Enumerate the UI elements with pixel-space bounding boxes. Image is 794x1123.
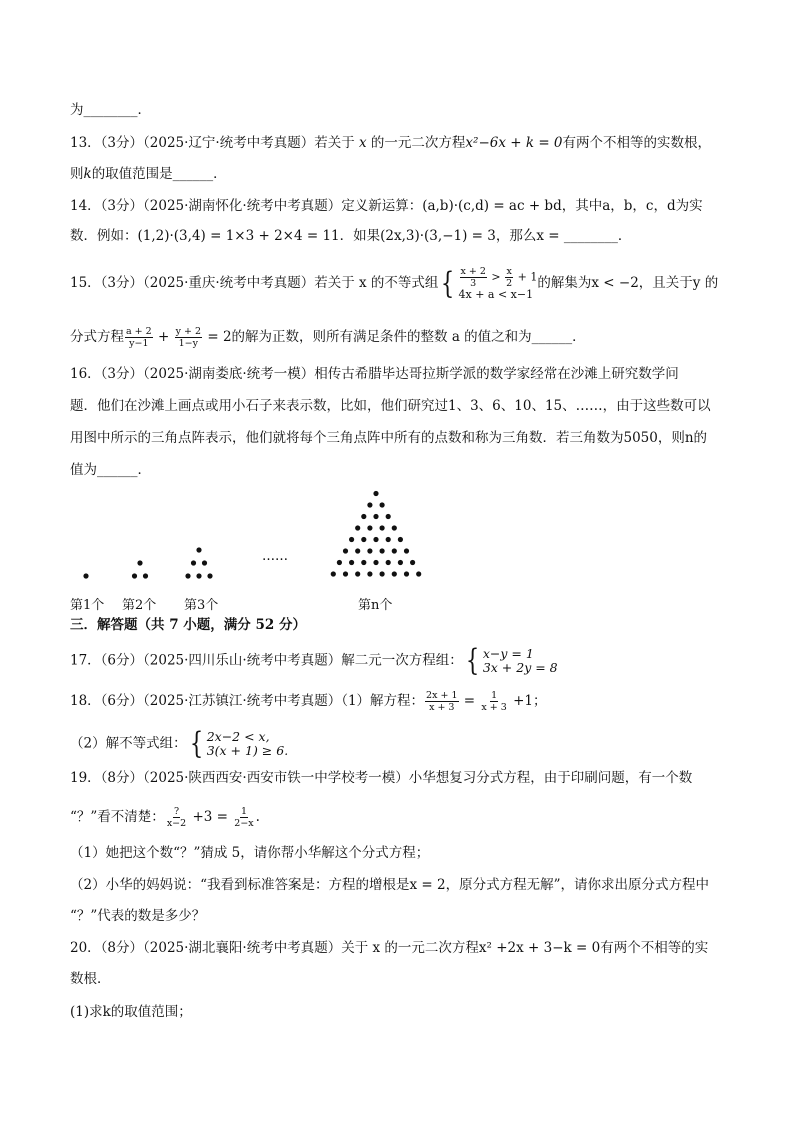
- triangle-n-dot: [386, 514, 391, 519]
- triangle-n-dot: [349, 537, 354, 542]
- question-14: 14．（3分）（2025·湖南怀化·统考中考真题）定义新运算：(a,b)·(c,d) = ac + bd，其中a，b，c，d为实: [70, 198, 703, 214]
- triangle-n-dot: [380, 502, 385, 507]
- section-3-heading: 三．解答题（共 7 小题，满分 52 分）: [70, 617, 306, 633]
- question-15-line2: 分式方程 $\frac{a + 2}{y-1}$ + $\frac{y + 2}{1-y}$ = 2的解为正数，则所有满足条件的整数 a 的值之和为______．: [70, 326, 586, 349]
- triangle-n-dot: [373, 560, 378, 565]
- triangle-n-dot: [416, 571, 421, 576]
- triangle-n-dot: [367, 548, 372, 553]
- triangle-n-dot: [392, 571, 397, 576]
- figure-ellipsis: ……: [262, 549, 288, 564]
- triangle-n-dot: [367, 571, 372, 576]
- caption-2: 第2个: [122, 598, 157, 613]
- question-20-line2: 数根．: [70, 971, 111, 987]
- triangle-n-dot: [355, 548, 360, 553]
- triangle-n-dot: [367, 525, 372, 530]
- question-19-part2: （2）小华的妈妈说：“我看到标准答案是：方程的增根是x = 2，原分式方程无解”，请你求出原分式方程中: [70, 877, 709, 893]
- triangle-n-dot: [386, 537, 391, 542]
- q12-tail: 为________．: [70, 102, 151, 118]
- triangle-n-dot: [373, 514, 378, 519]
- triangle-3-dot: [196, 573, 201, 578]
- triangle-n-dot: [355, 571, 360, 576]
- triangle-n-dot: [404, 571, 409, 576]
- triangle-3-dot: [207, 573, 212, 578]
- triangle-1-dot: [83, 573, 88, 578]
- caption-1: 第1个: [70, 598, 105, 613]
- triangle-n-dot: [361, 560, 366, 565]
- question-17: 17．（6分）（2025·四川乐山·统考中考真题）解二元一次方程组： { x−y = 1 3x + 2y = 8: [70, 643, 558, 678]
- triangle-n-dot: [404, 548, 409, 553]
- triangle-n-dot: [361, 537, 366, 542]
- triangle-2-dot: [137, 560, 142, 565]
- question-19-part2-line2: “？”代表的数是多少？: [70, 908, 206, 924]
- question-15: 15．（3分）（2025·重庆·统考中考真题）若关于 x 的不等式组 { $\frac{x + 2}{3}$ > $\frac{x}{2}$ + 1 4x + a < x−1 的解集为x < −2，且关于y 的: [70, 265, 719, 301]
- question-16-line2: 题．他们在沙滩上画点或用小石子来表示数，比如，他们研究过1、3、6、10、15、……，由于这些数可以: [70, 398, 711, 414]
- question-18: 18．（6分）（2025·江苏镇江·统考中考真题）（1）解方程： $\frac{2x + 1}{x + 3}$ = $\frac{1}{x + 3}$ +1；: [70, 690, 547, 713]
- triangle-3-dot: [185, 573, 190, 578]
- triangle-n-dot: [380, 548, 385, 553]
- question-16-line4: 值为______．: [70, 462, 151, 478]
- triangle-n-dot: [337, 560, 342, 565]
- triangle-n-dot: [392, 525, 397, 530]
- triangle-n-dot: [386, 560, 391, 565]
- triangle-2-dot: [143, 573, 148, 578]
- question-14-line2: 数．例如：(1,2)·(3,4) = 1×3 + 2×4 = 11．如果(2x,3)·(3,−1) = 3，那么x = ________．: [70, 228, 632, 244]
- question-13-line2: 则k的取值范围是______．: [70, 166, 227, 182]
- triangle-3-dot: [202, 560, 207, 565]
- triangle-n-dot: [398, 537, 403, 542]
- triangle-n-dot: [410, 560, 415, 565]
- triangle-n-dot: [380, 571, 385, 576]
- triangle-3-dot: [196, 547, 201, 552]
- caption-3: 第3个: [184, 598, 219, 613]
- inequality-system: { $\frac{x + 2}{3}$ > $\frac{x}{2}$ + 1 4x + a < x−1: [441, 265, 538, 301]
- question-16-line3: 用图中所示的三角点阵表示，他们就将每个三角点阵中所有的点数和称为三角数．若三角数为5050，则n的: [70, 430, 708, 446]
- triangle-3-dot: [191, 560, 196, 565]
- triangle-n-dot: [343, 548, 348, 553]
- question-20: 20．（8分）（2025·湖北襄阳·统考中考真题）关于 x 的一元二次方程x² +2x + 3−k = 0有两个不相等的实: [70, 940, 709, 956]
- question-19-line2: “？”看不清楚： $\frac{?}{x-2}$ +3 = $\frac{1}{2-x}$ .: [70, 806, 260, 829]
- question-19: 19．（8分）（2025·陕西西安·西安市铁一中学校考一模）小华想复习分式方程，由于印刷问题，有一个数: [70, 770, 693, 786]
- question-13: 13．（3分）（2025·辽宁·统考中考真题）若关于 x 的一元二次方程x²−6x + k = 0有两个不相等的实数根，: [70, 135, 712, 151]
- triangle-n-dot: [361, 514, 366, 519]
- triangle-n-dot: [367, 502, 372, 507]
- question-19-part1: （1）她把这个数“？”猜成 5，请你帮小华解这个分式方程；: [70, 845, 430, 861]
- question-16: 16．（3分）（2025·湖南娄底·统考一模）相传古希腊毕达哥拉斯学派的数学家经常在沙滩上研究数学问: [70, 366, 679, 382]
- question-20-part1: (1)求k的取值范围；: [70, 1004, 192, 1020]
- caption-n: 第n个: [358, 598, 393, 613]
- triangle-n-dot: [392, 548, 397, 553]
- triangle-n-dot: [398, 560, 403, 565]
- triangle-n-dot: [355, 525, 360, 530]
- triangle-n-dot: [380, 525, 385, 530]
- triangle-n-dot: [373, 537, 378, 542]
- triangle-n-dot: [343, 571, 348, 576]
- triangle-2-dot: [132, 573, 137, 578]
- triangle-n-dot: [331, 571, 336, 576]
- triangle-n-dot: [349, 560, 354, 565]
- triangle-n-dot: [373, 491, 378, 496]
- question-18-part2: （2）解不等式组： { 2x−2 < x, 3(x + 1) ≥ 6.: [70, 726, 289, 761]
